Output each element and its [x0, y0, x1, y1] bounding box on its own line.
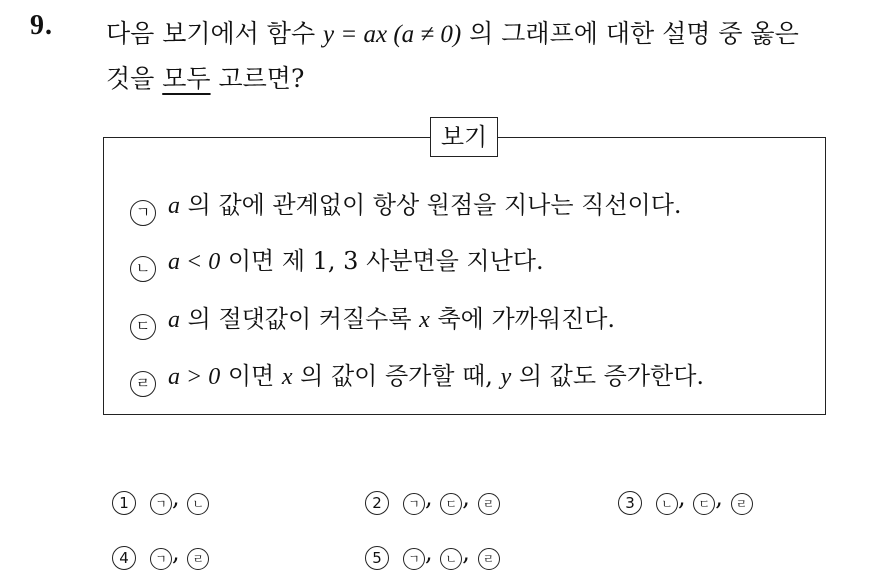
stem-emphasis: 모두 — [162, 64, 211, 93]
bogi-math: a — [168, 193, 180, 219]
choice-number: 2 — [365, 491, 389, 515]
bogi-math: a < 0 — [168, 249, 221, 275]
choice-marker: ㄱ — [150, 493, 172, 515]
choice-marker: ㄹ — [478, 493, 500, 515]
bogi-math: a > 0 — [168, 364, 221, 390]
choice-3[interactable]: 3 ㄴ , ㄷ , ㄹ — [618, 482, 753, 515]
bogi-math: x — [419, 307, 430, 333]
choice-marker: ㄷ — [440, 493, 462, 515]
question-number: 9. — [30, 10, 53, 41]
choice-number: 1 — [112, 491, 136, 515]
choice-4[interactable]: 4 ㄱ , ㄹ — [112, 537, 209, 570]
stem-text: 고르면? — [210, 64, 305, 93]
bogi-text: 의 값이 증가할 때, — [292, 362, 501, 390]
bogi-text: 의 값도 증가한다. — [511, 362, 705, 390]
bogi-text: 이면 제 1, 3 사분면을 지난다. — [220, 247, 544, 275]
bogi-item-2 — [130, 246, 544, 282]
choice-marker: ㄹ — [478, 548, 500, 570]
bogi-math: y — [500, 364, 512, 390]
bogi-marker: ㄱ — [130, 200, 156, 226]
choice-number: 3 — [618, 491, 642, 515]
bogi-math: x — [281, 364, 293, 390]
bogi-text: 의 값에 관계없이 항상 원점을 지나는 직선이다. — [180, 191, 682, 219]
bogi-text: 이면 — [220, 362, 282, 390]
bogi-math: a — [168, 307, 180, 333]
choice-2[interactable]: 2 ㄱ , ㄷ , ㄹ — [365, 482, 500, 515]
choice-number: 5 — [365, 546, 389, 570]
stem-text: 의 그래프에 대한 설명 중 옳은 — [461, 19, 799, 48]
bogi-marker: ㄴ — [130, 256, 156, 282]
choice-marker: ㄹ — [731, 493, 753, 515]
question-stem — [106, 12, 799, 101]
choice-1[interactable]: 1 ㄱ , ㄴ — [112, 482, 209, 515]
choice-marker: ㄴ — [440, 548, 462, 570]
choice-5[interactable]: 5 ㄱ , ㄴ , ㄹ — [365, 537, 500, 570]
bogi-title: 보기 — [430, 117, 498, 157]
bogi-item-3 — [130, 304, 615, 340]
choice-marker: ㄱ — [150, 548, 172, 570]
question-line-2 — [106, 57, 799, 101]
bogi-item-1 — [130, 190, 682, 226]
bogi-marker: ㄹ — [130, 371, 156, 397]
stem-text: 다음 보기에서 함수 — [106, 19, 324, 48]
stem-text: 것을 — [106, 64, 163, 93]
choice-marker: ㄴ — [656, 493, 678, 515]
question-line-1 — [106, 12, 799, 57]
choice-number: 4 — [112, 546, 136, 570]
choice-marker: ㄱ — [403, 548, 425, 570]
bogi-item-4 — [130, 361, 704, 397]
choice-marker: ㄱ — [403, 493, 425, 515]
bogi-marker: ㄷ — [130, 314, 156, 340]
stem-formula: y = ax (a ≠ 0) — [323, 21, 462, 48]
choice-marker: ㄴ — [187, 493, 209, 515]
choice-marker: ㄷ — [693, 493, 715, 515]
choice-marker: ㄹ — [187, 548, 209, 570]
bogi-text: 의 절댓값이 커질수록 — [180, 305, 420, 333]
bogi-text: 축에 가까워진다. — [429, 305, 616, 333]
